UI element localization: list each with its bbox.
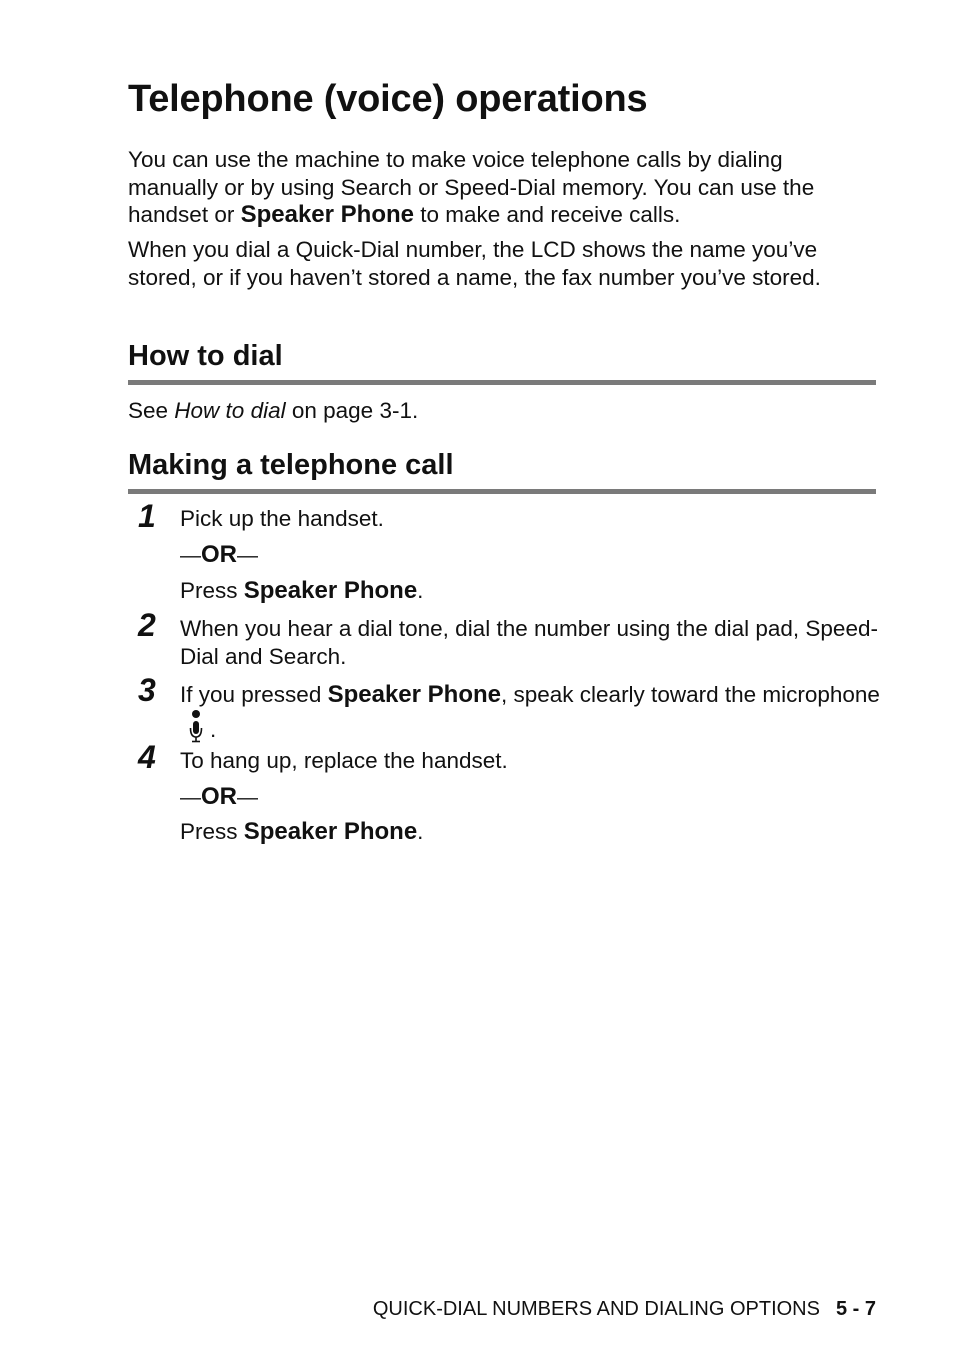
speaker-phone-key-label: Speaker Phone bbox=[240, 201, 414, 228]
intro-paragraph-2: When you dial a Quick-Dial number, the LCD shows the name you’ve stored, or if you haven’t stored a name, the fax number you’ve stored. bbox=[128, 237, 821, 290]
or-separator bbox=[180, 783, 880, 812]
step-1-alternative bbox=[180, 577, 880, 605]
section-divider bbox=[128, 380, 876, 385]
or-label: OR bbox=[201, 783, 237, 810]
microphone-icon bbox=[188, 709, 204, 750]
step-4-alternative bbox=[180, 818, 880, 846]
step-3-text bbox=[180, 681, 880, 750]
press-text: Press bbox=[180, 819, 244, 844]
intro-paragraph-1 bbox=[128, 146, 876, 229]
reference-prefix: See bbox=[128, 398, 175, 423]
period: . bbox=[417, 578, 424, 603]
step-3-text-start: If you pressed bbox=[180, 682, 328, 707]
section-heading-how-to-dial: How to dial bbox=[128, 340, 283, 372]
step-2-text: When you hear a dial tone, dial the number using the dial pad, Speed-Dial and Search. bbox=[180, 616, 878, 669]
dash: — bbox=[180, 786, 201, 809]
intro-text-end: to make and receive calls. bbox=[413, 202, 681, 227]
page-footer bbox=[373, 1298, 876, 1321]
step-number: 2 bbox=[138, 607, 156, 643]
dash: — bbox=[237, 544, 258, 567]
period: . bbox=[210, 717, 217, 742]
cross-reference-link[interactable]: How to dial bbox=[174, 398, 286, 423]
or-separator bbox=[180, 541, 880, 570]
step-4-text: To hang up, replace the handset. bbox=[180, 748, 508, 773]
dash: — bbox=[180, 544, 201, 567]
step-number: 3 bbox=[138, 672, 156, 708]
page-title: Telephone (voice) operations bbox=[128, 78, 648, 120]
page-number: 5 - 7 bbox=[835, 1298, 876, 1320]
reference-suffix: on page 3-1. bbox=[285, 398, 419, 423]
period: . bbox=[417, 819, 424, 844]
section-divider bbox=[128, 489, 876, 494]
speaker-phone-key-label: Speaker Phone bbox=[243, 577, 418, 604]
step-number: 1 bbox=[138, 498, 156, 534]
or-label: OR bbox=[201, 541, 237, 568]
speaker-phone-key-label: Speaker Phone bbox=[243, 818, 418, 845]
footer-section-title: QUICK-DIAL NUMBERS AND DIALING OPTIONS bbox=[372, 1298, 820, 1320]
section-heading-making-call: Making a telephone call bbox=[128, 449, 454, 481]
press-text: Press bbox=[180, 578, 244, 603]
step-number: 4 bbox=[138, 739, 156, 775]
step-1-text: Pick up the handset. bbox=[180, 506, 384, 531]
intro-text: You can use the machine to make voice telephone calls by dialing manually or by using Search or Speed-Dial memory. You can use the handset or bbox=[128, 147, 815, 227]
speaker-phone-key-label: Speaker Phone bbox=[327, 681, 501, 708]
step-3-text-end: , speak clearly toward the microphone bbox=[501, 682, 880, 707]
how-to-dial-reference bbox=[128, 397, 876, 425]
dash: — bbox=[237, 786, 258, 809]
